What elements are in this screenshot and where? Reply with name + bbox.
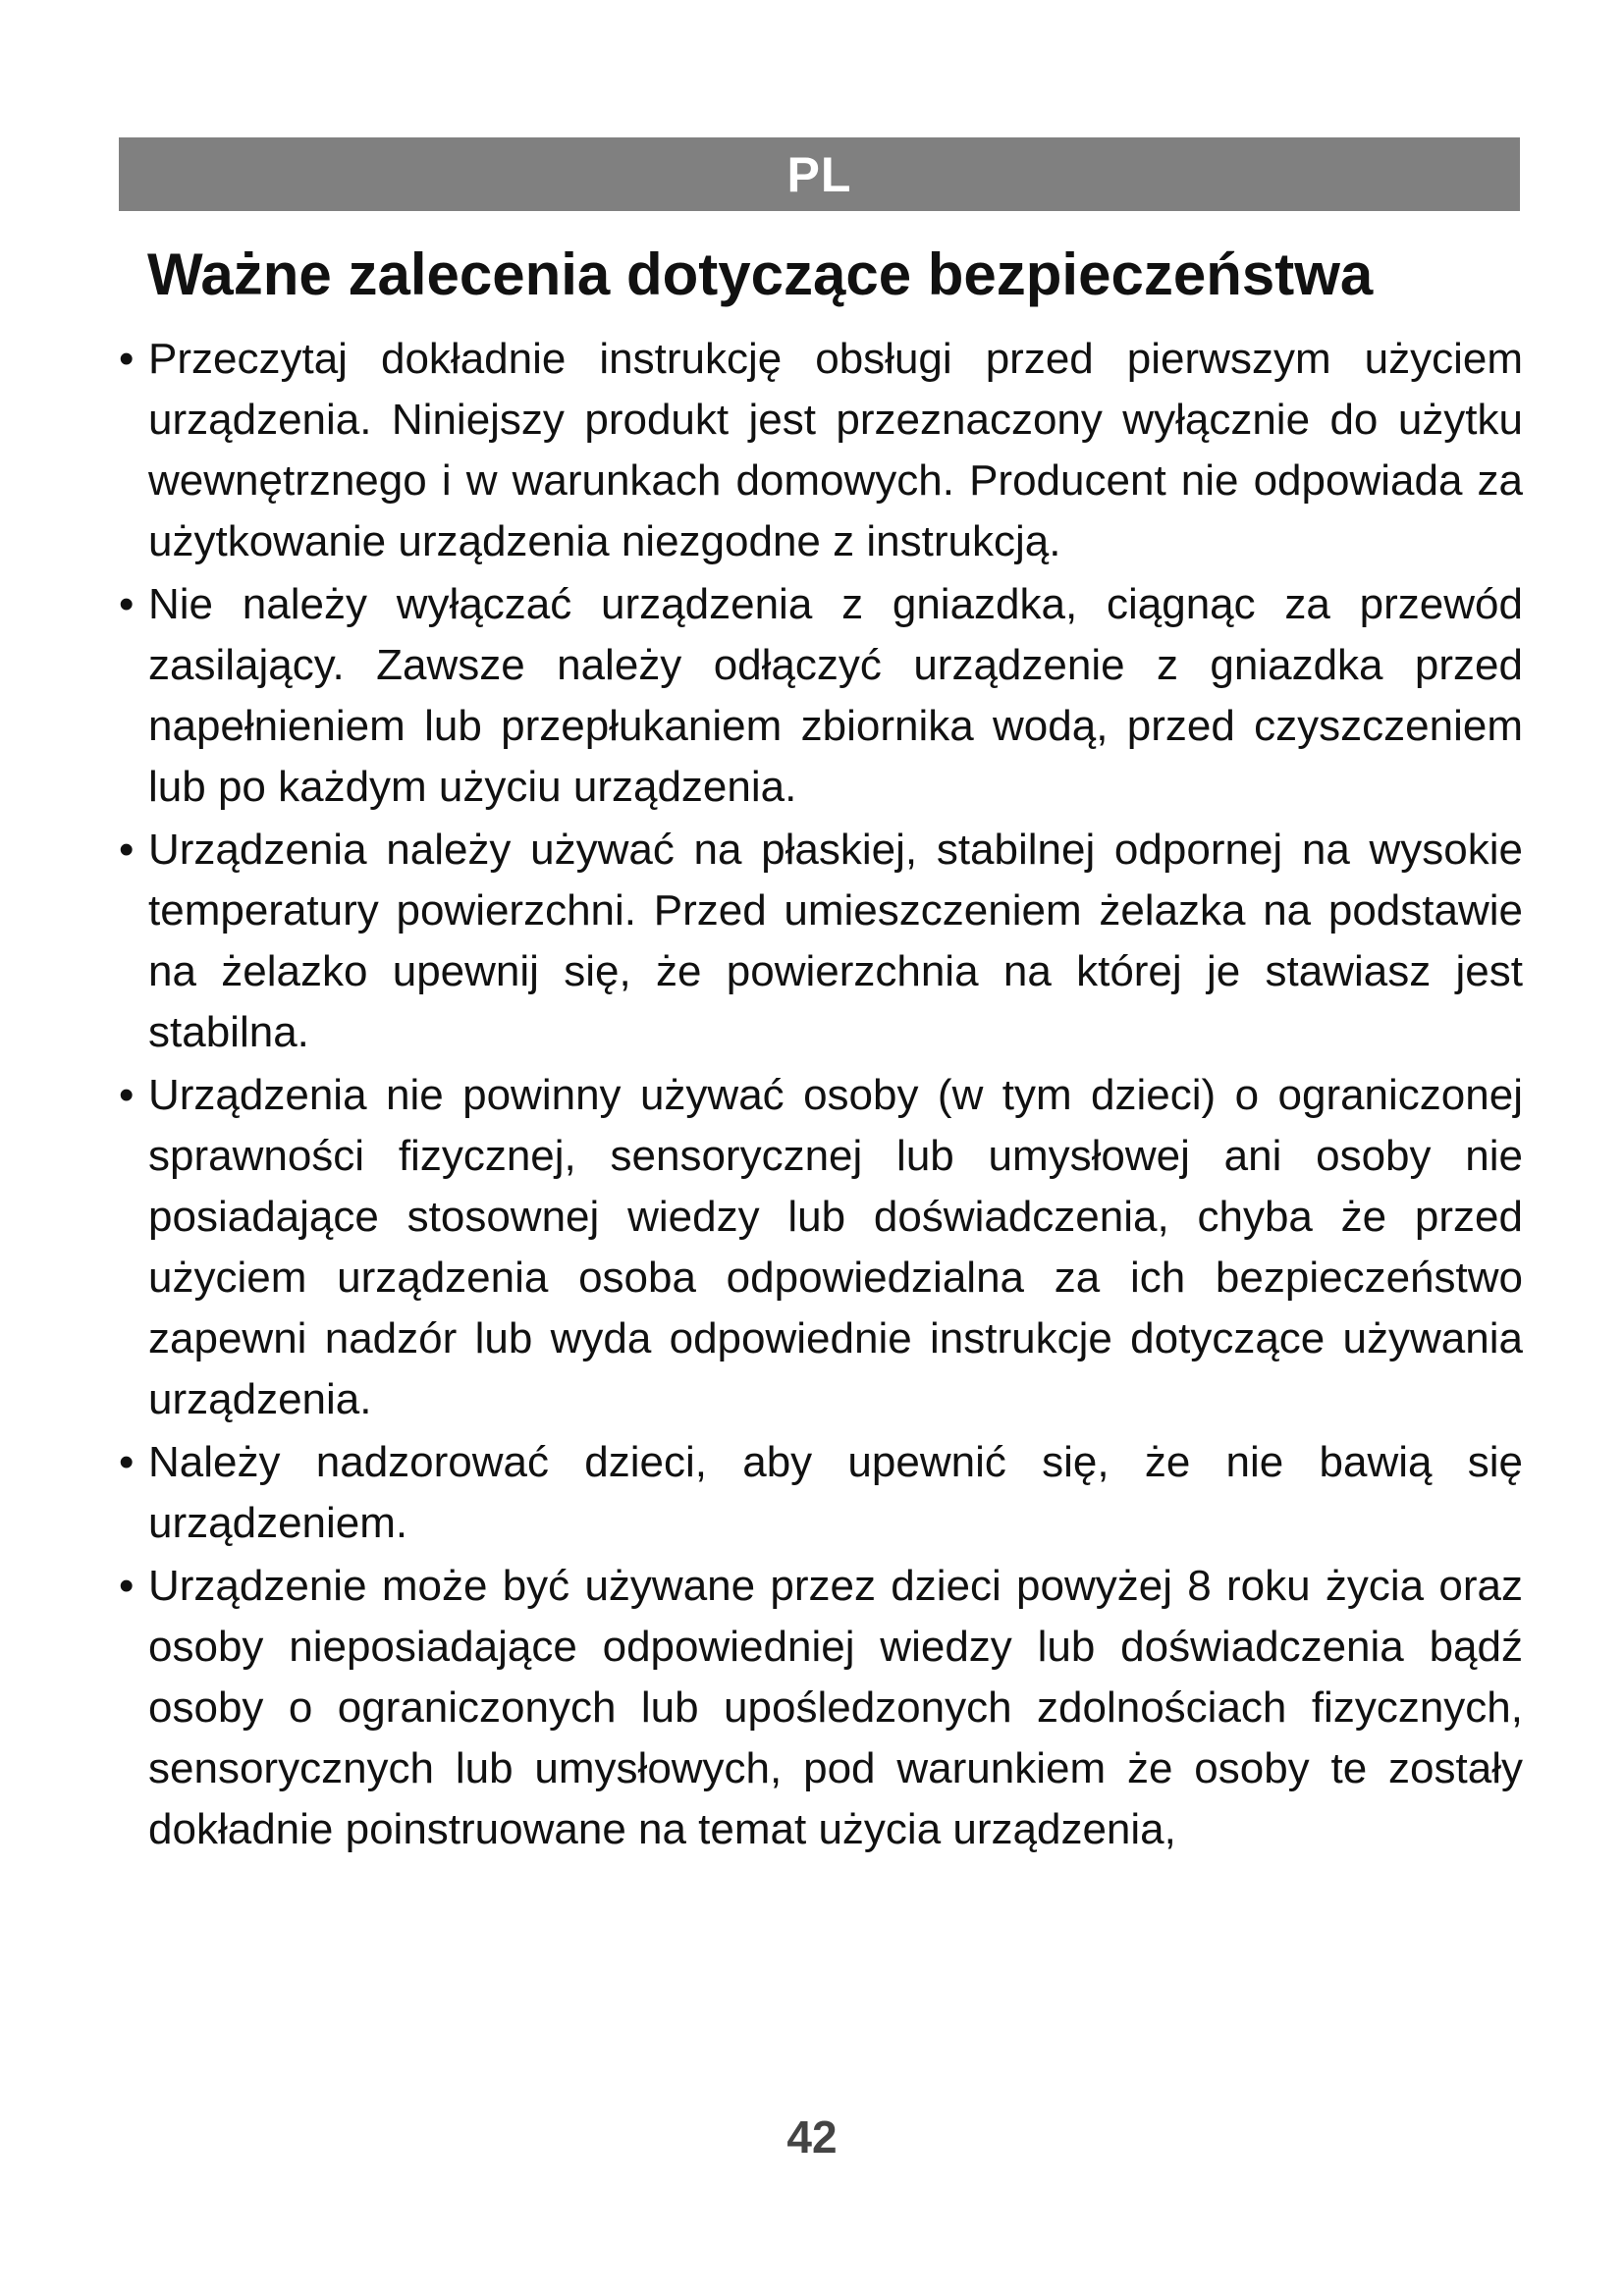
language-header-bar (119, 137, 1520, 211)
list-item-text: Przeczytaj dokładnie instrukcję obsługi przed pierwszym użyciem urządzenia. Niniejszy produkt jest przeznaczony wyłącznie do użytku wewnętrznego i w warunkach domowych. Producent nie odpowiada za użytkowanie urządzenia niezgodne z instrukcją. (148, 335, 1523, 565)
list-item (119, 329, 1523, 572)
language-label: PL (786, 146, 852, 202)
list-item-text: Należy nadzorować dzieci, aby upewnić się, że nie bawią się urządzeniem. (148, 1438, 1523, 1547)
bullet-icon: • (119, 580, 135, 628)
list-item (119, 820, 1523, 1063)
list-item-text: Urządzenia nie powinny używać osoby (w tym dzieci) o ograniczonej sprawności fizycznej, sensorycznej lub umysłowej ani osoby nie posiadające stosownej wiedzy lub doświadczenia, chyba że przed użyciem urządzenia osoba odpowiedzialna za ich bezpieczeństwo zapewni nadzór lub wyda odpowiednie instrukcje dotyczące używania urządzenia. (148, 1071, 1523, 1423)
page-title: Ważne zalecenia dotyczące bezpieczeństwa (147, 241, 1374, 307)
list-item (119, 1065, 1523, 1430)
bullet-icon: • (119, 1071, 135, 1119)
list-item (119, 1556, 1523, 1860)
bullet-icon: • (119, 1562, 135, 1610)
page-number: 42 (786, 2111, 838, 2163)
list-item-text: Urządzenia należy używać na płaskiej, stabilnej odpornej na wysokie temperatury powierzchni. Przed umieszczeniem żelazka na podstawie na żelazko upewnij się, że powierzchnia na której je stawiasz jest stabilna. (148, 826, 1523, 1056)
bullet-icon: • (119, 335, 135, 383)
bullet-icon: • (119, 826, 135, 874)
list-item (119, 1432, 1523, 1554)
list-item-text: Urządzenie może być używane przez dzieci powyżej 8 roku życia oraz osoby nieposiadające odpowiedniej wiedzy lub doświadczenia bądź osoby o ograniczonych lub upośledzonych zdolnościach fizycznych, sensorycznych lub umysłowych, pod warunkiem że osoby te zostały dokładnie poinstruowane na temat użycia urządzenia, (148, 1562, 1523, 1853)
bullet-icon: • (119, 1438, 135, 1486)
list-item (119, 574, 1523, 818)
list-item-text: Nie należy wyłączać urządzenia z gniazdka, ciągnąc za przewód zasilający. Zawsze należy odłączyć urządzenie z gniazdka przed napełnieniem lub przepłukaniem zbiornika wodą, przed czyszczeniem lub po każdym użyciu urządzenia. (148, 580, 1523, 811)
safety-instructions-list (119, 329, 1523, 1862)
